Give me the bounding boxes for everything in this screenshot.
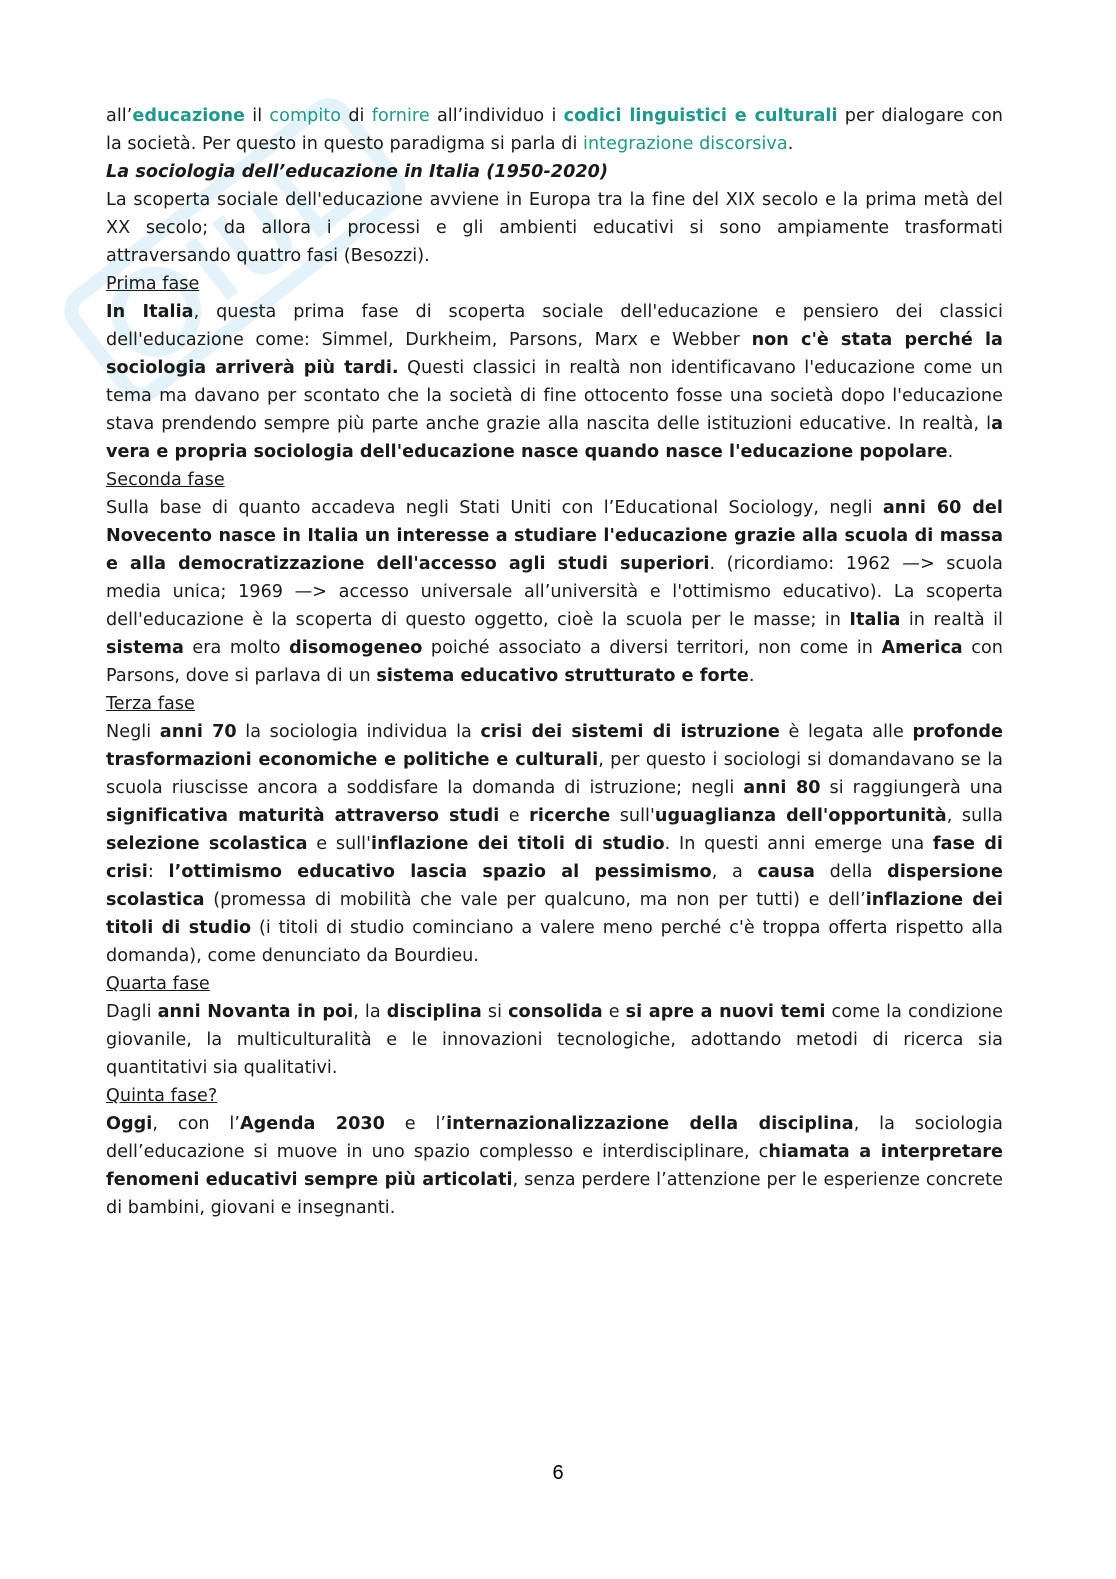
prima-fase-title: Prima fase xyxy=(106,274,200,294)
section-intro: La scoperta sociale dell'educazione avviene in Europa tra la fine del XIX secolo e la prima metà del XX secolo; da allora i processi e gli ambienti educativi si sono ampiamente trasformati attraversando quattro fasi (Besozzi). xyxy=(106,190,1003,266)
seconda-fase-paragraph: Sulla base di quanto accadeva negli Stati Uniti con l’Educational Sociology, negli anni 60 del Novecento nasce in Italia un interesse a studiare l'educazione grazie alla scuola di massa e alla democratizzazione dell'accesso agli studi superiori. (ricordiamo: 1962 —> scuola media unica; 1969 —> accesso universale all’università e l'ottimismo educativo). La scoperta dell'educazione è la scoperta di questo oggetto, cioè la scuola per le masse; in Italia in realtà il sistema era molto disomogeneo poiché associato a diversi territori, non come in America con Parsons, dove si parlava di un sistema educativo strutturato e forte. xyxy=(106,498,1003,686)
document-body xyxy=(106,102,1003,1222)
seconda-fase-title: Seconda fase xyxy=(106,470,225,490)
terza-fase-title: Terza fase xyxy=(106,694,195,714)
page-number: 6 xyxy=(552,1462,564,1484)
quinta-fase-title: Quinta fase? xyxy=(106,1086,218,1106)
prima-fase-paragraph: In Italia, questa prima fase di scoperta sociale dell'educazione e pensiero dei classici dell'educazione come: Simmel, Durkheim, Parsons, Marx e Webber non c'è stata perché la sociologia arriverà più tardi. Questi classici in realtà non identificavano l'educazione come un tema ma davano per scontato che la società di fine ottocento fosse una società dopo l'educazione stava prendendo sempre più parte anche grazie alla nascita delle istituzioni educative. In realtà, la vera e propria sociologia dell'educazione nasce quando nasce l'educazione popolare. xyxy=(106,302,1003,462)
quinta-fase-paragraph: Oggi, con l’Agenda 2030 e l’internazionalizzazione della disciplina, la sociologia dell’educazione si muove in uno spazio complesso e interdisciplinare, chiamata a interpretare fenomeni educativi sempre più articolati, senza perdere l’attenzione per le esperienze concrete di bambini, giovani e insegnanti. xyxy=(106,1114,1004,1218)
section-heading: La sociologia dell’educazione in Italia (1950-2020) xyxy=(106,162,609,182)
quarta-fase-title: Quarta fase xyxy=(106,974,210,994)
terza-fase-paragraph: Negli anni 70 la sociologia individua la crisi dei sistemi di istruzione è legata alle profonde trasformazioni economiche e politiche e culturali, per questo i sociologi si domandavano se la scuola riuscisse ancora a soddisfare la domanda di istruzione; negli anni 80 si raggiungerà una significativa maturità attraverso studi e ricerche sull'uguaglianza dell'opportunità, sulla selezione scolastica e sull'inflazione dei titoli di studio. In questi anni emerge una fase di crisi: l’ottimismo educativo lascia spazio al pessimismo, a causa della dispersione scolastica (promessa di mobilità che vale per qualcuno, ma non per tutti) e dell’inflazione dei titoli di studio (i titoli di studio cominciano a valere meno perché c'è troppa offerta rispetto alla domanda), come denunciato da Bourdieu. xyxy=(106,722,1004,966)
intro-paragraph: all’educazione il compito di fornire all’individuo i codici linguistici e culturali per dialogare con la società. Per questo in questo paradigma si parla di integrazione discorsiva. xyxy=(106,106,1003,154)
quarta-fase-paragraph: Dagli anni Novanta in poi, la disciplina si consolida e si apre a nuovi temi come la condizione giovanile, la multiculturalità e le innovazioni tecnologiche, adottando metodi di ricerca sia quantitativi sia qualitativi. xyxy=(106,1002,1003,1078)
